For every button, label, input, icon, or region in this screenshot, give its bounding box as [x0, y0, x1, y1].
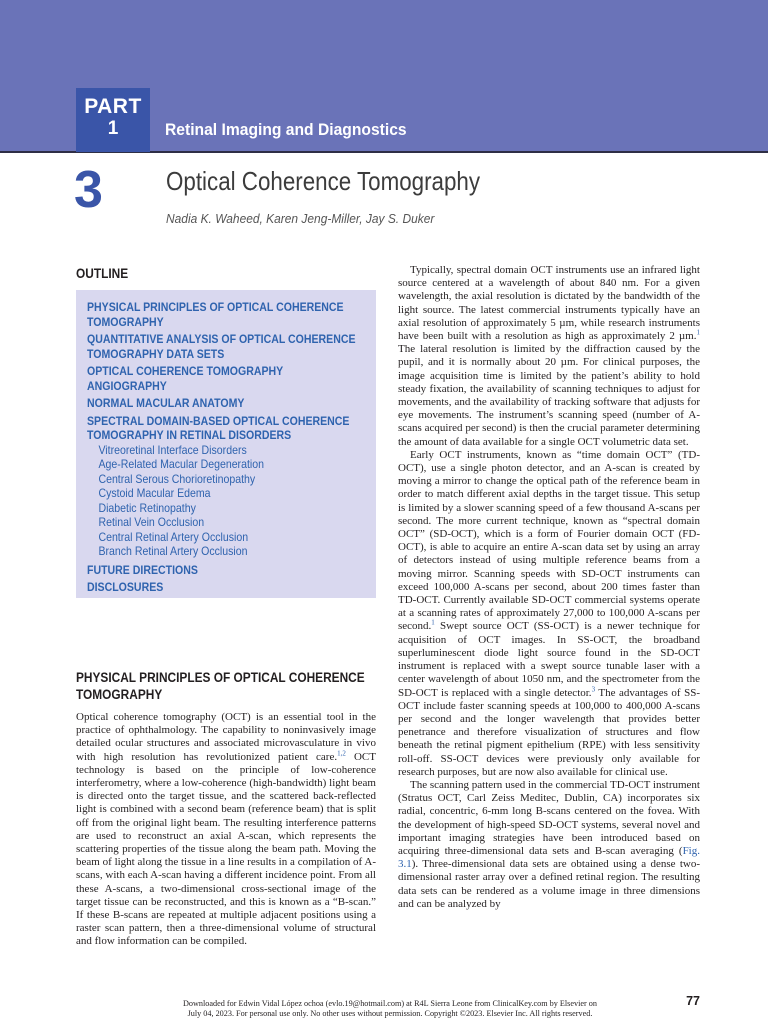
reference-link[interactable]: 3 — [591, 684, 596, 693]
reference-link[interactable]: 1 — [431, 618, 435, 627]
outline-sublink[interactable]: Age-Related Macular Degeneration — [98, 457, 264, 471]
outline-link[interactable]: NORMAL MACULAR ANATOMY — [87, 396, 245, 410]
outline-link[interactable]: FUTURE DIRECTIONS — [87, 562, 198, 577]
page-number: 77 — [686, 994, 700, 1008]
outline-link[interactable]: PHYSICAL PRINCIPLES OF OPTICAL COHERENCE TOMOGRAPHY — [87, 300, 344, 329]
outline-link[interactable]: OPTICAL COHERENCE TOMOGRAPHY ANGIOGRAPHY — [87, 364, 283, 393]
right-column — [398, 264, 700, 911]
part-label: PART — [84, 95, 142, 118]
figure-link[interactable]: Fig. 3.1 — [398, 844, 700, 871]
reference-link[interactable]: 1,2 — [337, 748, 346, 757]
outline-heading: OUTLINE — [76, 266, 129, 281]
outline-sublink[interactable]: Retinal Vein Occlusion — [98, 515, 205, 529]
outline-sublink[interactable]: Branch Retinal Artery Occlusion — [98, 544, 248, 558]
section-heading — [76, 669, 376, 703]
outline-box — [76, 290, 376, 598]
outline-subsections — [87, 443, 366, 559]
paragraph: Optical coherence tomography (OCT) is an essential tool in the practice of ophthalmology. The capability to noninvasively image detailed ocular structures and associated microvasculature in vivo with high resolution has revolutionized patient care.$^{1,2}$ OCT technology is based on the principle of low-coherence interferometry, where a low-coherence (high-bandwidth) light beam is directed onto the target tissue, and the scattered back-reflected light is combined with a second beam (reference beam) that is split off from the original light beam. The resulting interference patterns are used to reconstruct an axial A-scan, which represents the scattering properties of the tissue along the beam path. Moving the beam of light along the tissue in a line results in a compilation of A-scans, with each A-scan having a different incidence point. From all these A-scans, a two-dimensional cross-sectional image of the target tissue can be reconstructed, and this is known as a “B-scan.” If these B-scans are repeated at multiple adjacent positions using a raster scan pattern, then a three-dimensional volume of structural and flow information can be compiled. — [76, 711, 376, 948]
chapter-title: Optical Coherence Tomography — [166, 166, 481, 196]
section-heading-line: TOMOGRAPHY — [76, 687, 163, 702]
outline-sublink[interactable]: Central Retinal Artery Occlusion — [98, 529, 249, 544]
footer-line: Downloaded for Edwin Vidal López ochoa (evlo.19@hotmail.com) at R4L Sierra Leone from ClinicalKey.com by Elsevier on — [183, 999, 597, 1008]
outline-sublink[interactable]: Central Serous Chorioretinopathy — [98, 471, 256, 486]
outline-link[interactable]: SPECTRAL DOMAIN-BASED OPTICAL COHERENCE TOMOGRAPHY IN RETINAL DISORDERS — [87, 413, 350, 442]
chapter-authors: Nadia K. Waheed, Karen Jeng-Miller, Jay S. Duker — [166, 211, 435, 226]
outline-sublink[interactable]: Vitreoretinal Interface Disorders — [98, 442, 247, 457]
paragraph: Typically, spectral domain OCT instruments use an infrared light source centered at a wavelength of about 840 nm. For a given wavelength, the axial resolution is dictated by the bandwidth of the light source. The latest commercial instruments typically have an axial resolution of approximately 5 µm, while research instruments have been built with a resolution as high as approximately 2 µm.$^1$ The lateral resolution is limited by the diffraction caused by the pupil, and it is normally about 20 µm. For clinical purposes, the image acquisition time is limited by the patient’s ability to hold steady fixation, the availability of scanning techniques to adjust for movements, and the availability of tracking software that adjusts for eye movements. The instrument’s scanning speed (number of A-scans acquired per second) is then the crucial parameter determining the amount of data available for a single OCT volumetric data set. — [398, 264, 700, 448]
section-heading-line: PHYSICAL PRINCIPLES OF OPTICAL COHERENCE — [76, 670, 365, 685]
footer-line: July 04, 2023. For personal use only. No other uses without permission. Copyright ©2023. Elsevier Inc. All rights reserved. — [187, 1008, 593, 1018]
outline-sublink[interactable]: Cystoid Macular Edema — [98, 486, 211, 500]
outline-link[interactable]: QUANTITATIVE ANALYSIS OF OPTICAL COHERENCE TOMOGRAPHY DATA SETS — [87, 332, 356, 361]
left-column — [76, 711, 376, 949]
paragraph: Early OCT instruments, known as “time domain OCT” (TD-OCT), use a single photon detector, and an A-scan is created by moving a mirror to change the optical path of the reference beam in order to match different axial depths in the target tissue. This setup is limited by a slower scanning speed of a few thousand A-scans per second. The more current technique, known as “spectral domain OCT” (SD-OCT), which is a form of Fourier domain OCT (FD-OCT), is able to acquire an entire A-scan data set by using an array of detectors instead of using multiple reference beams from a moving mirror. Scanning speeds with SD-OCT instruments can exceed 100,000 A-scans per second, about 200 times faster than TD-OCT. Currently available SD-OCT commercial systems operate at a scanning rates of approximately 27,000 to 100,000 A-scans per second.$^1$ Swept source OCT (SS-OCT) is a newer technique for acquisition of OCT images. In SS-OCT, the broadband superluminescent diode light source found in the SD-OCT instrument is replaced with a swept source tunable laser with a center wavelength of about 1050 nm, and the spectrometer from the SD-OCT is replaced with a single detector.$^3$ The advantages of SS-OCT include faster scanning speeds at 100,000 to 400,000 A-scans per second and the longer wavelength that provides better penetrance and therefore visualization of structures and flow beneath the retinal pigment epithelium (RPE) with less sensitivity roll-off. SS-OCT devices were previously only available for research purposes, but are now also available for clinical use. — [398, 448, 700, 778]
part-badge — [76, 88, 150, 152]
outline-sublink[interactable]: Diabetic Retinopathy — [98, 500, 196, 515]
reference-link[interactable]: 1 — [696, 328, 700, 337]
paragraph: The scanning pattern used in the commercial TD-OCT instrument (Stratus OCT, Carl Zeiss Meditec, Dublin, CA) incorporates six radial, concentric, 6-mm long B-scans centered on the fovea. With the development of high-speed SD-OCT systems, several novel and important imaging strategies have been introduced based on acquiring three-dimensional data sets and B-scan averaging (Fig. 3.1). Three-dimensional data sets are obtained using a dense two-dimensional raster array over a defined retinal region. The resulting data sets can be rendered as a volume image in three dimensions and can be analyzed by — [398, 778, 700, 910]
chapter-number: 3 — [74, 161, 103, 219]
outline-link[interactable]: DISCLOSURES — [87, 580, 164, 594]
download-footer — [110, 999, 670, 1018]
part-title: Retinal Imaging and Diagnostics — [165, 120, 407, 139]
part-number: 1 — [107, 118, 119, 139]
